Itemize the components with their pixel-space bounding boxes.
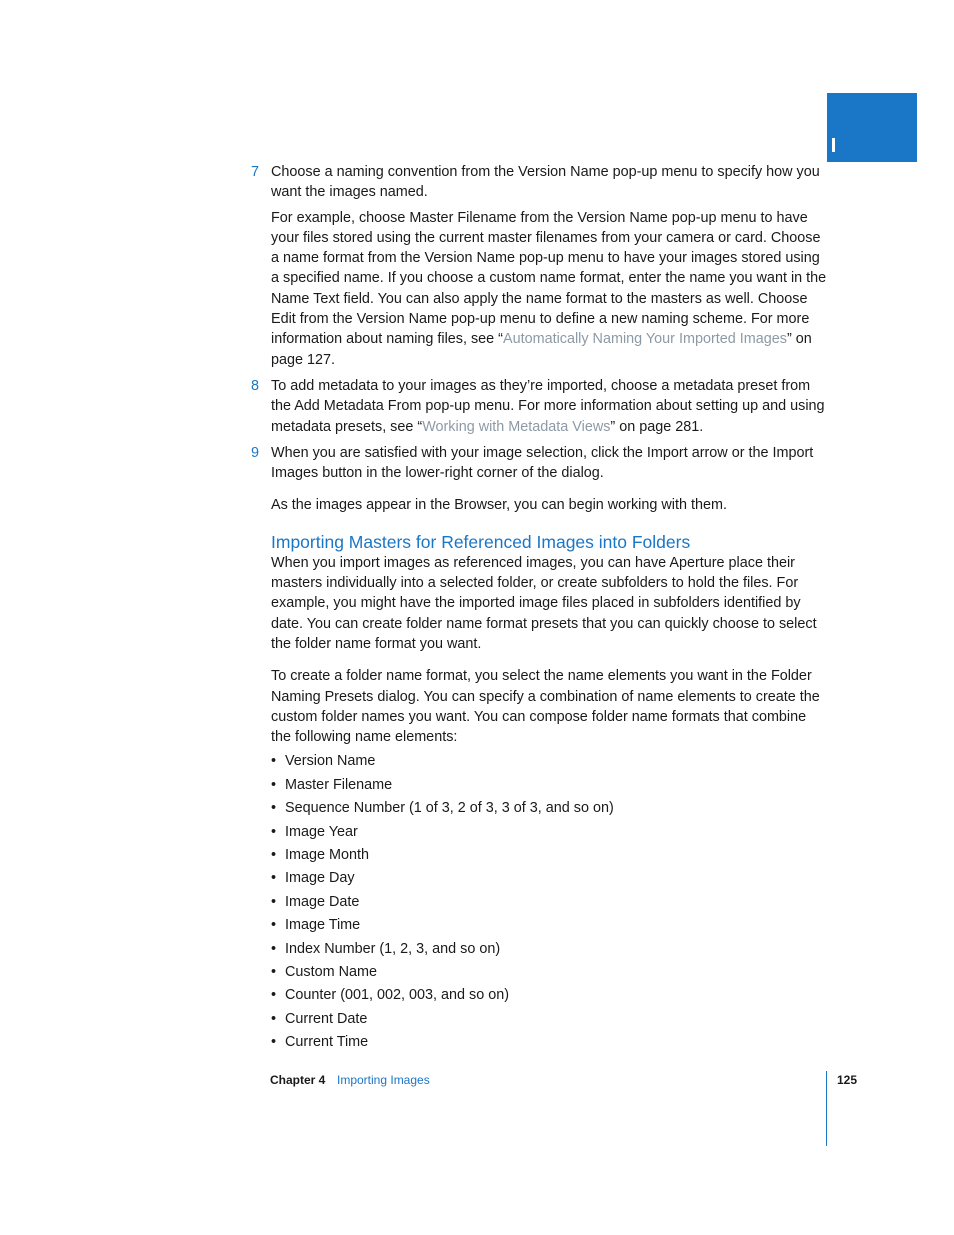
section-paragraph-1: When you import images as referenced images, you can have Aperture place their masters individually into a selected folder, or create subfolders to hold the files. For example, you might have the imported image files placed in subfolders identified by date. You can create folder name format presets that you can quickly choose to select the folder name format you want. — [271, 554, 817, 652]
step-text — [271, 376, 827, 437]
step-text-end: ” on page 281. — [610, 418, 704, 435]
chapter-tab-mark — [832, 138, 835, 152]
list-item: • Custom Name — [271, 962, 827, 985]
step-detail-text-end: ” on page 127. — [271, 331, 812, 368]
step-9 — [251, 443, 827, 484]
footer-chapter-title[interactable]: Importing Images — [337, 1073, 430, 1087]
main-content — [251, 162, 827, 1056]
list-item: • Image Year — [271, 822, 827, 845]
list-item: • Image Time — [271, 915, 827, 938]
step-text-start: To add metadata to your images as they’re imported, choose a metadata preset from the Add Metadata From pop-up menu. For more information about setting up and using metadata presets, see “ — [271, 377, 825, 435]
list-item: • Image Month — [271, 845, 827, 868]
step-text: Choose a naming convention from the Version Name pop-up menu to specify how you want the images named. — [271, 164, 820, 201]
step-8 — [251, 376, 827, 437]
step-detail — [271, 208, 827, 370]
list-item: • Image Date — [271, 892, 827, 915]
step-number: 7 — [251, 164, 260, 180]
list-item: • Sequence Number (1 of 3, 2 of 3, 3 of 3, and so on) — [271, 798, 827, 821]
body-paragraph: As the images appear in the Browser, you can begin working with them. — [271, 497, 727, 514]
section-heading: Importing Masters for Referenced Images into Folders — [271, 531, 691, 552]
step-number: 9 — [251, 444, 260, 461]
footer-divider — [826, 1071, 827, 1146]
step-7 — [251, 162, 827, 203]
cross-reference-link[interactable]: Automatically Naming Your Imported Images — [502, 331, 787, 348]
name-elements-list — [271, 751, 827, 1055]
page-number: 125 — [837, 1073, 858, 1087]
list-item: • Current Date — [271, 1009, 827, 1032]
list-item: • Counter (001, 002, 003, and so on) — [271, 985, 827, 1008]
list-item: • Version Name — [271, 751, 827, 774]
step-number: 8 — [251, 377, 260, 394]
chapter-tab — [827, 93, 917, 162]
step-detail-text: For example, choose Master Filename from the Version Name pop-up menu to have your files stored using the current master filenames from your camera or card. Choose a name format from the Version Name pop-up menu to have your images stored using a specified name. If you choose a custom name format, enter the name you want in the Name Text field. You can also apply the name format to the masters as well. Choose Edit from the Version Name pop-up menu to define a new naming scheme. For more information about naming files, see “ — [271, 209, 827, 348]
footer-chapter-label: Chapter 4 — [270, 1073, 326, 1087]
section-paragraph-2: To create a folder name format, you select the name elements you want in the Folder Naming Presets dialog. You can specify a combination of name elements to create the custom folder names you want. You can compose folder name formats that combine the following name elements: — [271, 668, 820, 746]
list-item: • Current Time — [271, 1032, 827, 1055]
list-item: • Index Number (1, 2, 3, and so on) — [271, 939, 827, 962]
step-text: When you are satisfied with your image selection, click the Import arrow or the Import Images button in the lower-right corner of the dialog. — [271, 444, 814, 482]
list-item: • Image Day — [271, 868, 827, 891]
list-item: • Master Filename — [271, 775, 827, 798]
cross-reference-link[interactable]: Working with Metadata Views — [422, 418, 611, 435]
